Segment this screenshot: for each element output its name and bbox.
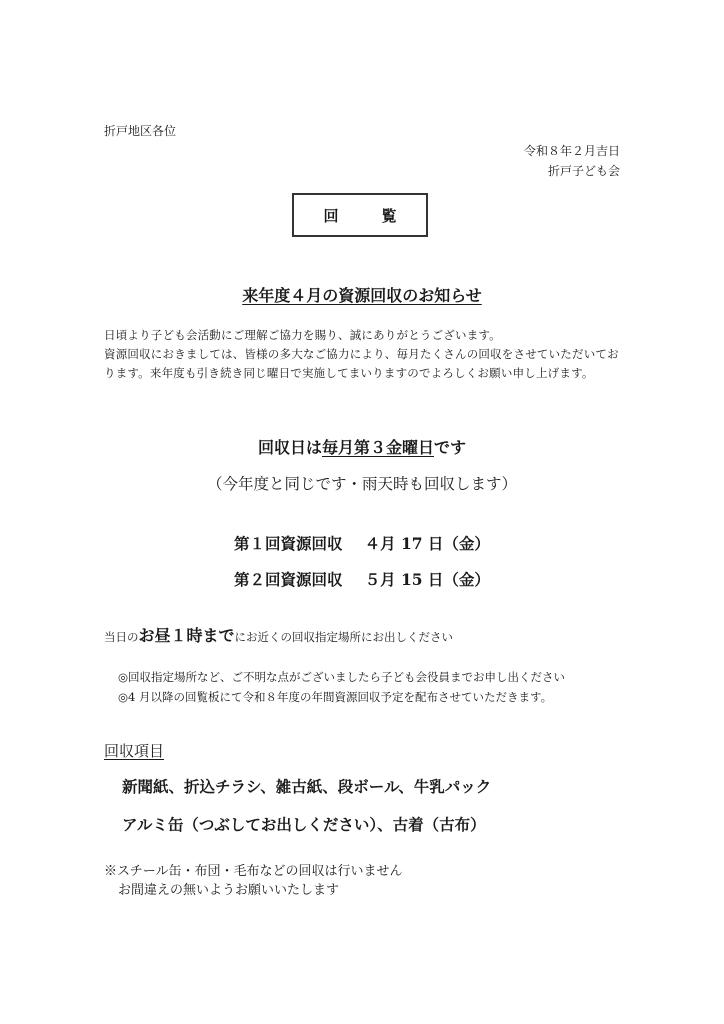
intro-line-2: 資源回収におきましては、皆様の多大なご協力により、毎月たくさんの回収をさせていただいております。来年度も引き続き同じ曜日で実施してまいりますのでよろしくお願い申し上げます。 (104, 347, 619, 380)
circular-title: 回 覧 (323, 206, 411, 225)
note-item: ◎回収指定場所など、ご不明な点がございましたら子ども会役員までお申し出ください (118, 670, 566, 684)
deadline-notice (104, 623, 453, 646)
circular-title-box (292, 193, 428, 237)
round-date: ５月 15 日（金） (364, 570, 490, 589)
footnote-line-2: お間違えの無いようお願いいたします (118, 883, 340, 898)
collection-day-note: （今年度と同じです・雨天時も回収します） (206, 475, 517, 493)
items-line-1: 新聞紙、折込チラシ、雑古紙、段ボール、牛乳パック (122, 777, 492, 796)
collection-day-suffix: です (434, 438, 467, 457)
footnote (104, 862, 402, 900)
intro-paragraph (104, 326, 624, 383)
collection-day-emphasis: 毎月第３金曜日 (321, 438, 434, 457)
deadline-emphasis: お昼１時まで (138, 626, 235, 645)
note-item: ◎4 月以降の回覧板にて令和８年度の年間資源回収予定を配布させていただきます。 (118, 690, 553, 704)
round-1 (0, 532, 724, 554)
collection-day (0, 435, 724, 458)
items-label: 回収項目 (104, 742, 165, 760)
collection-day-prefix: 回収日は (257, 438, 322, 457)
deadline-prefix: 当日の (104, 630, 139, 644)
deadline-suffix: にお近くの回収指定場所にお出しください (234, 630, 454, 644)
page-heading (0, 283, 724, 306)
round-date: ４月 17 日（金） (364, 534, 490, 553)
addressee: 折戸地区各位 (104, 124, 177, 138)
intro-line-1: 日頃より子ども会活動にご理解ご協力を賜り、誠にありがとうございます。 (104, 328, 501, 342)
round-label: 第２回資源回収 (234, 570, 343, 589)
items-line-2: アルミ缶（つぶしてお出しください）、古着（古布） (122, 815, 486, 834)
issue-date: 令和８年２月吉日 (523, 144, 620, 158)
round-label: 第１回資源回収 (234, 534, 343, 553)
notes-list (118, 667, 565, 707)
footnote-line-1: ※スチール缶・布団・毛布などの回収は行いません (104, 864, 403, 879)
heading-text: 来年度４月の資源回収のお知らせ (242, 286, 482, 305)
sender: 折戸子ども会 (547, 164, 620, 178)
round-2 (0, 568, 724, 590)
